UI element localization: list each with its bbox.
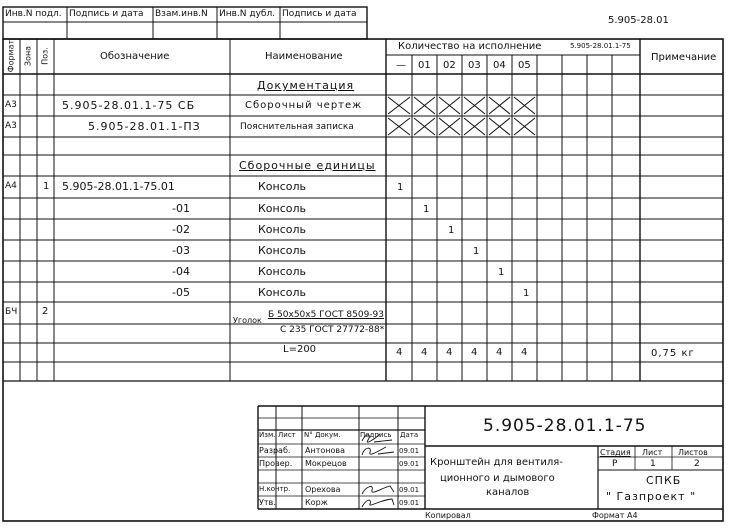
row3-designation: 5.905-28.01.1-75.01: [62, 180, 175, 193]
header-name: Наименование: [265, 51, 343, 62]
stamp-stadia-label: Стадия: [600, 448, 631, 457]
stamp-col-date: Дата: [400, 431, 419, 439]
row6-qty-03: 1: [473, 246, 480, 257]
row9-name-line1: Б 50х50х5 ГОСТ 8509-93: [268, 310, 384, 320]
row6-name: Консоль: [258, 244, 307, 257]
section-documentation: Документация: [257, 79, 355, 92]
row9-qty-04: 4: [496, 347, 503, 358]
header-qty-code: 5.905-28.01.1-75: [570, 42, 631, 50]
row5-name: Консоль: [258, 223, 307, 236]
header-pos: Поз.: [40, 47, 50, 65]
top-col-sign-date-2: Подпись и дата: [282, 9, 357, 19]
row9-note: 0,75 кг: [651, 348, 695, 359]
row2-designation: 5.905-28.01.1-ПЗ: [88, 120, 201, 133]
row9-qty-base: 4: [396, 347, 403, 358]
stamp-stadia: Р: [612, 459, 618, 469]
header-variant-02: 02: [443, 60, 456, 71]
row3-qty-base: 1: [397, 182, 404, 193]
row1-designation: 5.905-28.01.1-75 СБ: [62, 99, 196, 112]
stamp-listov: 2: [694, 459, 700, 469]
doc-code-top: 5.905-28.01: [608, 15, 669, 26]
row4-qty-01: 1: [423, 204, 430, 215]
row1-name: Сборочный чертеж: [245, 100, 363, 111]
stamp-col-izm: Изм.: [259, 431, 276, 439]
row2-format: А3: [5, 121, 17, 131]
row5-qty-02: 1: [448, 225, 455, 236]
row7-qty-04: 1: [498, 267, 505, 278]
footer-format: Формат А4: [592, 511, 638, 520]
row9-qty-05: 4: [521, 347, 528, 358]
stamp-col-ndoc: N° Докум.: [304, 431, 341, 439]
stamp-nkontr-label: Н.контр.: [259, 485, 291, 493]
row8-qty-05: 1: [523, 288, 530, 299]
section-assembly-units: Сборочные единицы: [239, 159, 376, 172]
stamp-org-line1: СПКБ: [646, 474, 682, 487]
stamp-title-line1: Кронштейн для вентиля-: [430, 457, 563, 468]
row8-designation: -05: [172, 286, 190, 299]
stamp-title-line3: каналов: [486, 487, 530, 498]
stamp-col-sign: Подпись: [360, 431, 392, 439]
row4-designation: -01: [172, 202, 190, 215]
top-col-inv-dubl: Инв.N дубл.: [219, 9, 276, 19]
header-zone-cell: [20, 39, 37, 74]
stamp-listov-label: Листов: [678, 448, 708, 457]
stamp-razrab-name: Антонова: [305, 446, 345, 455]
row9-qty-03: 4: [471, 347, 478, 358]
stamp-razrab-label: Разраб.: [259, 446, 291, 455]
row7-designation: -04: [172, 265, 190, 278]
stamp-org-line2: " Газпроект ": [606, 490, 697, 503]
row2-name: Пояснительная записка: [240, 122, 354, 132]
stamp-prover-label: Провер.: [259, 459, 293, 468]
footer-copied: Копировал: [425, 511, 471, 520]
row8-name: Консоль: [258, 286, 307, 299]
stamp-prover-name: Мокрецов: [305, 459, 347, 468]
stamp-nkontr-date: 09.01: [399, 486, 420, 494]
stamp-prover-date: 09.01: [399, 460, 420, 468]
row3-pos: 1: [43, 181, 50, 192]
stamp-title-line2: ционного и дымового: [440, 473, 555, 484]
top-col-inv-podl: Инв.N подл.: [5, 9, 62, 19]
top-col-sign-date-1: Подпись и дата: [69, 9, 144, 19]
header-format: Формат: [6, 39, 16, 73]
header-format-cell: [3, 39, 20, 74]
stamp-list-label: Лист: [642, 448, 663, 457]
row5-designation: -02: [172, 223, 190, 236]
header-variant-03: 03: [468, 60, 481, 71]
stamp-utv-label: Утв.: [259, 498, 276, 507]
row7-name: Консоль: [258, 265, 307, 278]
stamp-code: 5.905-28.01.1-75: [483, 416, 647, 436]
row9-format: БЧ: [5, 307, 18, 317]
header-designation: Обозначение: [100, 51, 170, 62]
header-zone: Зона: [23, 45, 33, 67]
row9-pos: 2: [42, 306, 49, 317]
stamp-list: 1: [650, 459, 656, 469]
row9-qty-02: 4: [446, 347, 453, 358]
header-pos-cell: [37, 39, 54, 74]
stamp-col-list: Лист: [278, 431, 296, 439]
stamp-razrab-date: 09.01: [399, 447, 420, 455]
header-variant-base: —: [396, 60, 406, 71]
header-qty-title: Количество на исполнение: [398, 41, 542, 52]
row3-format: А4: [5, 181, 17, 191]
stamp-utv-date: 09.01: [399, 499, 420, 507]
header-note: Примечание: [651, 52, 717, 63]
row9-name-line3: L=200: [283, 344, 317, 355]
row1-format: А3: [5, 100, 17, 110]
header-variant-04: 04: [493, 60, 506, 71]
stamp-utv-name: Корж: [305, 498, 328, 507]
row9-qty-01: 4: [421, 347, 428, 358]
row3-name: Консоль: [258, 180, 307, 193]
row4-name: Консоль: [258, 202, 307, 215]
row6-designation: -03: [172, 244, 190, 257]
row9-name-line2: С 235 ГОСТ 27772-88*: [280, 325, 385, 335]
header-variant-01: 01: [418, 60, 431, 71]
row9-name-prefix: Уголок: [233, 316, 262, 325]
stamp-nkontr-name: Орехова: [305, 485, 341, 494]
top-col-vzam-inv: Взам.инв.N: [155, 9, 208, 19]
header-variant-05: 05: [518, 60, 531, 71]
